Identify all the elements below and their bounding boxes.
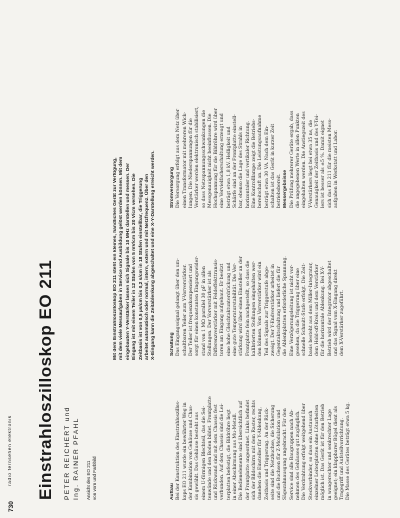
text-line: Die Prüfung mehrerer Geräte ergab, dass (289, 110, 295, 208)
text-line: Hochspannung für die Bildröhre wird über (214, 108, 220, 208)
text-line: und die Buchsen für Z-Modulation und (277, 409, 283, 500)
text-line: Differenzverstärker mit Feldeffekttransis- (214, 258, 220, 356)
text-line: den können. Vom Vorverstärker wird ein (258, 261, 264, 356)
text-line: einzelner Leiterplatten ohne Lötarbeiten (314, 404, 320, 500)
text-line: Das Eingangssignal gelangt über den um- (176, 258, 182, 356)
text-line: die angegebenen Werte in allen Punkten (296, 113, 302, 208)
text-line: der Kombination von Gehäuse und Chas- (189, 404, 194, 500)
text-line: in waagerechter und senkrechter Lage (327, 409, 333, 500)
text-line: zweigt. Der Y-Endverstärker arbeitet in (270, 264, 276, 356)
text-line: Der Teiler ist frequenzkompensiert und (189, 264, 194, 356)
text-line: lers ist besser als ±5 %. Damit eignet (321, 120, 327, 208)
author-line: PETER REICHERT und (64, 406, 71, 500)
text-line: lungen. Die Niederspannungen für die (189, 118, 194, 208)
text-line: betriebsbereit. (277, 173, 283, 208)
text-line: schaltbaren Teiler zum Y-Vorverstärker. (182, 264, 188, 356)
body-column-2 (170, 220, 370, 356)
text-line: nehmen des Gehäuses gut zugänglich. (296, 410, 302, 500)
text-line: Y-Verstärkers liegt bei etwa 35 ns, die (308, 119, 314, 208)
text-line: basis besteht aus dem Miller-Integrator, (308, 262, 314, 356)
text-line: Stellungen. Der Vorverstärker ist als (207, 270, 213, 356)
column-heading: Aufbau (170, 483, 175, 500)
text-line: gesehen, da die Triggerung über eine (296, 267, 302, 356)
text-line: und Rückwand sind mit dem Chassis fest (214, 404, 220, 500)
text-line: terplatten befestigt, die Bildröhre liegt (226, 409, 232, 500)
text-line: Die Versorgung erfolgt aus dem Netz über (176, 108, 182, 208)
text-line: Gegentaktschaltung und liefert die für (277, 266, 283, 356)
text-line: Genauigkeit der Zeitbasis und des Y-Tei- (315, 114, 321, 208)
text-line: eine Vervielfacherschaltung erzeugt und (220, 113, 226, 208)
article-title: Einstrahloszilloskop EO 211 (36, 259, 55, 500)
text-line: Verstärker werden elektronisch stabilisiert, (195, 106, 201, 208)
text-line: daneben die Einsteller für Y-Ablenkung, (258, 407, 264, 500)
text-line: sorgt für einen konstanten Eingangswider- (195, 255, 201, 356)
text-line: horizontaler und vertikaler Richtung. (245, 120, 251, 208)
caption-line: von vorn und Farbbild (91, 456, 97, 500)
text-line: Teil des Signals zur Triggerstufe abge- (264, 265, 270, 356)
text-line: bar, ebenso die Lage des Strahls in (239, 126, 245, 208)
text-line: Zeitbasis und Triggerung. An der Rück- (264, 407, 270, 500)
text-line: Betrieb wird der Integrator abgeschaltet (327, 260, 333, 356)
text-line: tenwände und den Boden bildet. Frontplatte (207, 396, 213, 500)
lead-paragraph (113, 20, 163, 360)
body-column-3 (170, 72, 370, 208)
text-line: dem Hold-off-Kreis und dem Verstärker (314, 264, 320, 356)
text-line: Frontplatte fein nachgestellt, so dass die (245, 260, 251, 356)
text-line: einem U-förmigen Blechteil, das die Sei- (201, 405, 207, 500)
text-line: so dass Netzspannungsschwankungen die (201, 109, 207, 208)
column-heading: Stromversorgung (170, 166, 175, 208)
authors (63, 350, 83, 500)
lead-line: arbeitet automatisch oder normal, intern, extern und mit Netzfrequenz. Über den (145, 173, 151, 360)
lead-line: mit dem viele Messaufgaben in Service und Ausbildung gelöst werden können. Mit dem (119, 156, 125, 360)
text-line: verbunden. Auf dem Chassis sind die Lei- (220, 403, 226, 500)
text-line: Schärfe sind an der Frontplatte einstell- (233, 114, 239, 208)
text-line: sis gewählt. Das Gehäuse besteht aus (195, 412, 201, 500)
text-line: eine hohe Gleichtaktunterdrückung und (226, 262, 232, 356)
text-line: sich der Bildschirm mit dem Raster, rechts (251, 400, 257, 500)
text-line: seite sind die Netzbuchse, die Sicherung (270, 404, 276, 500)
lead-line: X-Eingang kann die Zeitablenkung abgeschaltet und eine X-Y-Darstellung erreicht werden. (151, 150, 157, 360)
text-line: dem X-Verstärker zugeführt. (340, 289, 346, 356)
text-line: eingehalten werden. Die Anstiegszeit des (302, 111, 308, 208)
text-line: schalten ist das Gerät in kurzer Zeit (270, 123, 276, 208)
body-column-1 (170, 364, 370, 500)
text-line: aufgaben in Werkstatt und Labor. (333, 129, 339, 208)
text-line: Bei der Konstruktion des Einstrahloszillos- (176, 400, 182, 500)
lead-line: Mit dem Einstrahloszilloskop EO 211 steht ein kleines, handliches Gerät zur Verfügung, (113, 157, 118, 360)
text-line: Messgenauigkeit nicht beeinflussen. Die (207, 113, 213, 208)
text-line: stand von 1 MΩ parallel 30 pF in allen (201, 266, 207, 356)
text-line: geeignet; ein klappbarer Bügel dient als (333, 406, 339, 500)
text-line: die Ablenkplatten erforderliche Spannung. (283, 256, 289, 356)
text-line: kops EO 211 wurde ein bewährter Weg in (182, 402, 188, 500)
text-line: Steckverbinder, so dass ein Austausch (308, 410, 314, 500)
column-subheading: Messergebnisse (283, 169, 289, 208)
text-line: Die Bedienelemente sind übersichtlich auf (239, 400, 245, 500)
text-line: beträgt etwa 30 VA. Nach dem Ein- (264, 125, 270, 208)
text-line: kalibrierten Stellungen eingehalten wer- (251, 261, 257, 356)
text-line: und das Signal vom X-Eingang direkt (333, 269, 339, 356)
text-line: schnelle Schmitt-Stufe erfolgt. Die Zeit- (302, 263, 308, 356)
text-line: für die horizontale Ablenkung. Bei X-Y- (321, 266, 327, 356)
text-line: Tragegriff und Aufstellvorrichtung. (340, 417, 346, 500)
caption-line: Ansicht des EO 211 (86, 460, 91, 500)
text-line: toren am Eingang aufgebaut. Er besitzt (220, 263, 226, 356)
text-line: stärkung wird über einen Einsteller an der (239, 256, 245, 356)
text-line: einen Transformator mit mehreren Wick- (182, 112, 188, 208)
text-line: Sägezahnausgang angebracht. Für den (283, 408, 289, 500)
text-line: Die Masse des Gerätes beträgt etwa 5 kg. (346, 402, 352, 500)
text-line: Eine Kontrolllampe zeigt die Betriebs- (251, 118, 257, 208)
text-line: Eine Verzögerungsleitung ist nicht vor- (289, 264, 295, 356)
text-line: in einer Abschirmung aus Mu-Metall. (233, 412, 239, 500)
lead-line: Eingang ist mit einem Teiler in 12 Stufen von 5 mV/cm bis 20 V/cm versehen. Die (132, 173, 138, 360)
lead-line: Zeitbasis ist von 0,5 µs/cm bis 0,2 s/cm in 18 Stufen einstellbar, die Triggerung (138, 177, 144, 360)
text-line: Service sind alle Baugruppen nach Ab- (289, 409, 295, 500)
journal-footer: radio fernsehen elektronik (8, 415, 13, 486)
text-line: bereitschaft an. Die Leistungsaufnahme (258, 114, 264, 208)
page-number: 730 (8, 501, 15, 512)
text-line: sich das EO 211 für die meisten Mess- (327, 118, 333, 208)
photo-caption (86, 400, 99, 500)
author-line: Ing. RAINER PFAHL (73, 417, 80, 500)
text-line: der Frontplatte angeordnet. Links befindet (245, 399, 251, 500)
text-line: möglich ist. Das Gerät ist für den Betrieb (321, 403, 327, 500)
lead-line: eingebauten Y-Verstärker lassen sich Signale bis 10 MHz darstellen und messen. Der (125, 163, 131, 360)
text-line: beträgt etwa 1,8 kV. Helligkeit und (226, 126, 232, 208)
text-line: Die Verdrahtung erfolgt weitgehend über (302, 403, 308, 500)
column-heading: Schaltung (170, 332, 175, 356)
text-line: eine gute Temperaturstabilität. Die Ver- (233, 263, 239, 356)
